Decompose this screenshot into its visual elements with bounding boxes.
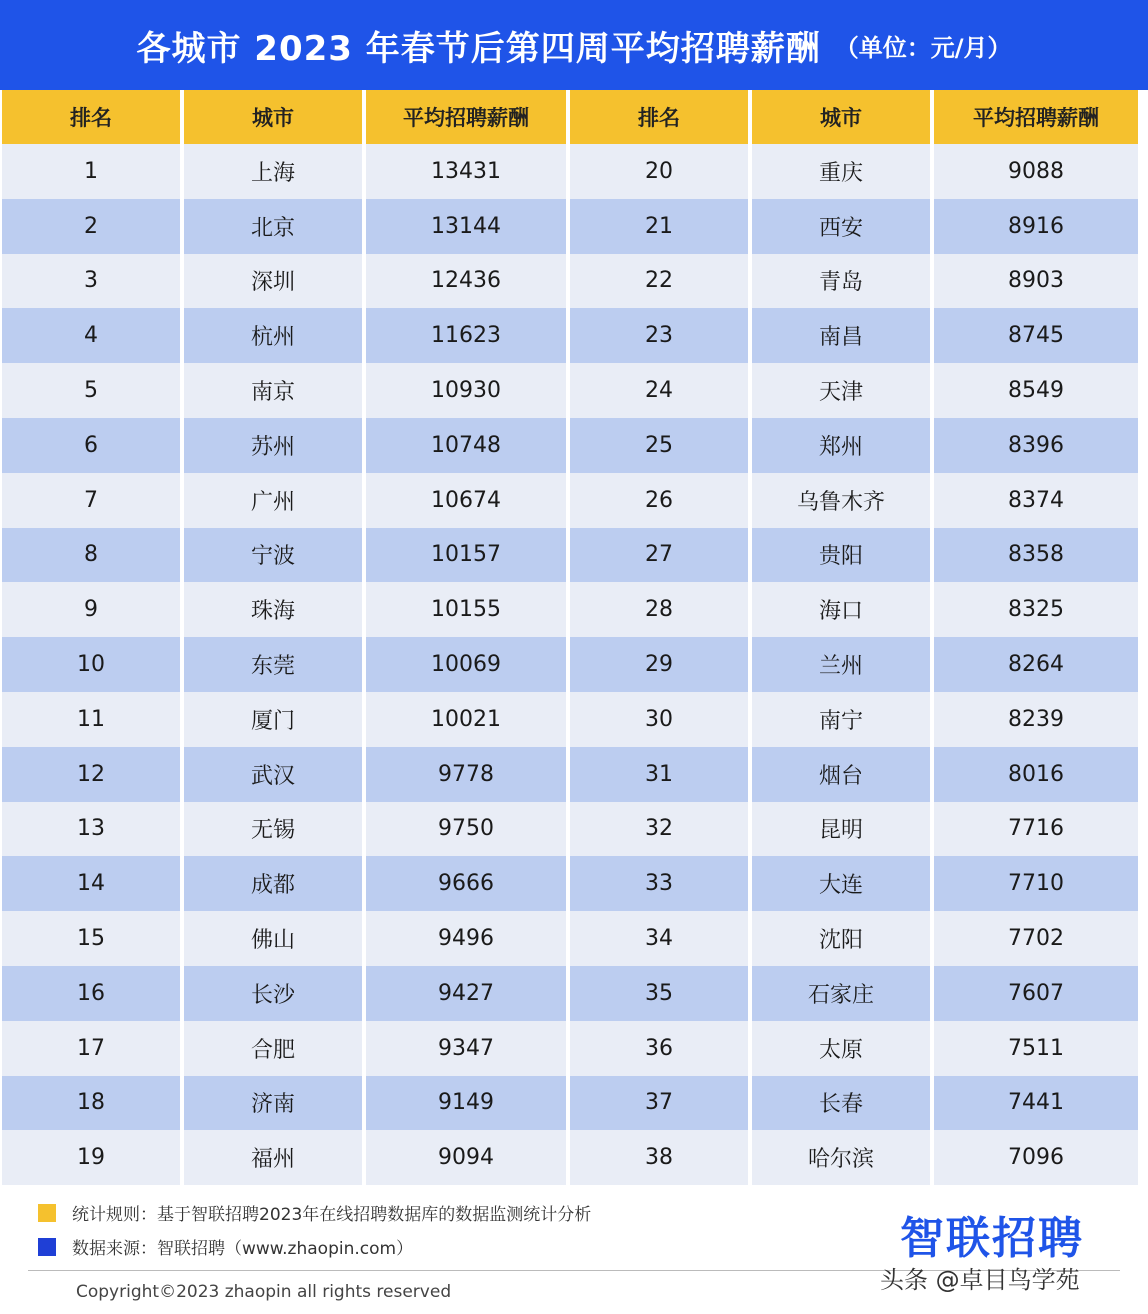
table-cell-city: 厦门 [184,692,362,747]
table-cell-city: 郑州 [752,418,930,473]
table-cell-salary: 11623 [366,308,566,363]
table-cell-salary: 9778 [366,747,566,802]
column-header-city: 城市 [752,90,930,144]
table-cell-city: 天津 [752,363,930,418]
table-cell-salary: 9347 [366,1021,566,1076]
table-cell-salary: 8264 [934,637,1138,692]
table-cell-rank: 28 [570,582,748,637]
table-cell-city: 宁波 [184,528,362,583]
watermark-text: 头条 @卓目鸟学苑 [880,1266,1080,1294]
table-cell-salary: 8745 [934,308,1138,363]
column-header-rank: 排名 [570,90,748,144]
salary-table [2,90,1144,1184]
table-cell-rank: 8 [2,528,180,583]
source-swatch [38,1238,56,1256]
table-cell-city: 南宁 [752,692,930,747]
table-cell-rank: 38 [570,1130,748,1185]
table-cell-city: 广州 [184,473,362,528]
table-cell-rank: 29 [570,637,748,692]
table-cell-city: 济南 [184,1076,362,1131]
table-cell-salary: 7716 [934,802,1138,857]
table-cell-rank: 2 [2,199,180,254]
table-cell-city: 沈阳 [752,911,930,966]
table-cell-salary: 9149 [366,1076,566,1131]
table-cell-rank: 11 [2,692,180,747]
table-cell-salary: 8325 [934,582,1138,637]
table-cell-city: 西安 [752,199,930,254]
table-cell-rank: 23 [570,308,748,363]
table-cell-rank: 13 [2,802,180,857]
table-cell-city: 苏州 [184,418,362,473]
table-cell-salary: 7702 [934,911,1138,966]
table-cell-city: 重庆 [752,144,930,199]
table-cell-city: 珠海 [184,582,362,637]
table-cell-city: 深圳 [184,254,362,309]
table-cell-city: 兰州 [752,637,930,692]
table-cell-salary: 9094 [366,1130,566,1185]
table-cell-city: 福州 [184,1130,362,1185]
table-cell-city: 石家庄 [752,966,930,1021]
table-cell-rank: 35 [570,966,748,1021]
table-cell-rank: 15 [2,911,180,966]
table-cell-salary: 9666 [366,856,566,911]
table-cell-city: 海口 [752,582,930,637]
table-cell-city: 佛山 [184,911,362,966]
table-cell-rank: 18 [2,1076,180,1131]
table-cell-rank: 20 [570,144,748,199]
table-cell-salary: 7607 [934,966,1138,1021]
table-cell-salary: 8916 [934,199,1138,254]
table-cell-rank: 1 [2,144,180,199]
title-unit: （单位：元/月） [834,33,1012,62]
column-header-rank: 排名 [2,90,180,144]
table-cell-salary: 8396 [934,418,1138,473]
column-header-city: 城市 [184,90,362,144]
rule-text: 统计规则：基于智联招聘2023年在线招聘数据库的数据监测统计分析 [72,1205,592,1225]
table-cell-salary: 10155 [366,582,566,637]
table-cell-rank: 32 [570,802,748,857]
table-cell-city: 太原 [752,1021,930,1076]
table-cell-rank: 37 [570,1076,748,1131]
table-cell-city: 武汉 [184,747,362,802]
table-cell-salary: 13431 [366,144,566,199]
table-cell-rank: 24 [570,363,748,418]
table-cell-salary: 7710 [934,856,1138,911]
table-cell-salary: 7096 [934,1130,1138,1185]
brand-logo: 智联招聘 [900,1213,1084,1264]
table-cell-salary: 8903 [934,254,1138,309]
table-cell-rank: 25 [570,418,748,473]
footer [0,1188,1148,1314]
table-cell-rank: 14 [2,856,180,911]
table-cell-city: 成都 [184,856,362,911]
table-cell-rank: 4 [2,308,180,363]
table-cell-rank: 17 [2,1021,180,1076]
table-cell-salary: 10069 [366,637,566,692]
table-cell-city: 无锡 [184,802,362,857]
table-cell-salary: 8549 [934,363,1138,418]
copyright-text: Copyright©2023 zhaopin all rights reserved [76,1282,452,1302]
table-cell-rank: 22 [570,254,748,309]
table-cell-salary: 8374 [934,473,1138,528]
column-header-salary: 平均招聘薪酬 [366,90,566,144]
table-cell-city: 南京 [184,363,362,418]
table-cell-city: 长春 [752,1076,930,1131]
table-cell-rank: 5 [2,363,180,418]
table-cell-city: 青岛 [752,254,930,309]
table-cell-salary: 7511 [934,1021,1138,1076]
table-cell-salary: 8239 [934,692,1138,747]
table-cell-salary: 10157 [366,528,566,583]
legend-rule [38,1200,591,1225]
table-cell-city: 烟台 [752,747,930,802]
table-cell-rank: 33 [570,856,748,911]
title-bar [0,0,1148,90]
table-cell-salary: 12436 [366,254,566,309]
table-cell-rank: 26 [570,473,748,528]
table-cell-rank: 27 [570,528,748,583]
table-cell-rank: 16 [2,966,180,1021]
table-cell-salary: 10930 [366,363,566,418]
table-cell-city: 乌鲁木齐 [752,473,930,528]
table-cell-salary: 7441 [934,1076,1138,1131]
table-cell-rank: 21 [570,199,748,254]
table-cell-salary: 10021 [366,692,566,747]
table-cell-city: 贵阳 [752,528,930,583]
table-cell-city: 大连 [752,856,930,911]
table-cell-rank: 36 [570,1021,748,1076]
table-cell-salary: 9750 [366,802,566,857]
table-cell-rank: 6 [2,418,180,473]
table-cell-salary: 9427 [366,966,566,1021]
column-header-salary: 平均招聘薪酬 [934,90,1138,144]
table-cell-city: 东莞 [184,637,362,692]
table-cell-rank: 3 [2,254,180,309]
table-cell-salary: 9088 [934,144,1138,199]
table-cell-rank: 12 [2,747,180,802]
table-cell-rank: 9 [2,582,180,637]
table-cell-rank: 31 [570,747,748,802]
table-cell-rank: 30 [570,692,748,747]
table-cell-rank: 7 [2,473,180,528]
source-text: 数据来源：智联招聘（www.zhaopin.com） [72,1239,414,1259]
table-cell-salary: 13144 [366,199,566,254]
table-cell-salary: 10674 [366,473,566,528]
page-title: 各城市 2023 年春节后第四周平均招聘薪酬 [136,28,821,69]
table-cell-city: 合肥 [184,1021,362,1076]
table-cell-city: 杭州 [184,308,362,363]
table-cell-rank: 19 [2,1130,180,1185]
table-cell-rank: 34 [570,911,748,966]
table-cell-city: 北京 [184,199,362,254]
table-cell-city: 南昌 [752,308,930,363]
table-cell-salary: 9496 [366,911,566,966]
table-cell-rank: 10 [2,637,180,692]
rule-swatch [38,1204,56,1222]
table-cell-city: 哈尔滨 [752,1130,930,1185]
table-cell-city: 上海 [184,144,362,199]
table-cell-salary: 8016 [934,747,1138,802]
legend-source [38,1234,413,1259]
table-cell-city: 昆明 [752,802,930,857]
table-cell-city: 长沙 [184,966,362,1021]
table-cell-salary: 10748 [366,418,566,473]
table-cell-salary: 8358 [934,528,1138,583]
